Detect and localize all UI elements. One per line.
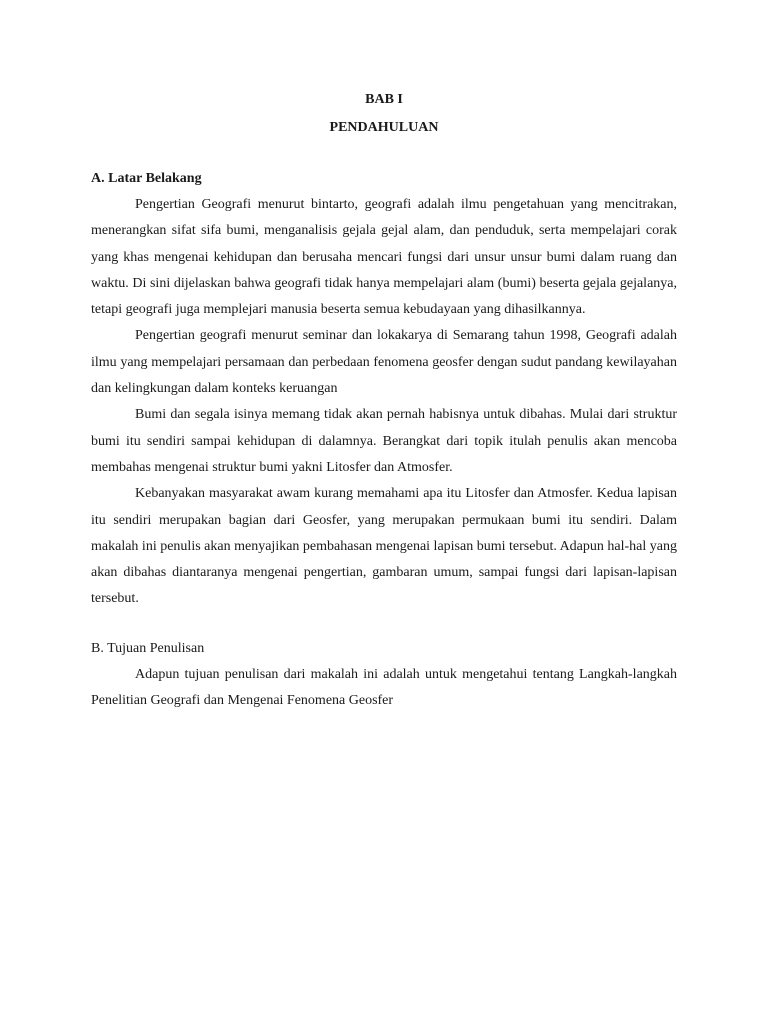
document-page xyxy=(91,90,677,714)
section-tujuan-penulisan xyxy=(91,639,677,715)
chapter-number: BAB I xyxy=(365,92,403,107)
paragraph: Pengertian Geografi menurut bintarto, geografi adalah ilmu pengetahuan yang mencitrakan, menerangkan sifat sifa bumi, menganalisis gejala gejal alam, dan penduduk, serta mempelajari corak yang khas mengenai kehidupan dan berusaha mencari fungsi dari unsur unsur bumi dalam ruang dan waktu. Di sini dijelaskan bahwa geografi tidak hanya mempelajari alam (bumi) beserta gejala gejalanya, tetapi geografi juga memplejari manusia beserta semua kebudayaan yang dihasilkannya. xyxy=(91,197,677,318)
paragraph: Bumi dan segala isinya memang tidak akan pernah habisnya untuk dibahas. Mulai dari struktur bumi itu sendiri sampai kehidupan di dalamnya. Berangkat dari topik itulah penulis akan mencoba membahas mengenai struktur bumi yakni Litosfer dan Atmosfer. xyxy=(91,407,677,475)
section-heading: B. Tujuan Penulisan xyxy=(91,640,205,656)
paragraph: Kebanyakan masyarakat awam kurang memahami apa itu Litosfer dan Atmosfer. Kedua lapisan itu sendiri merupakan bagian dari Geosfer, yang merupakan permukaan bumi itu sendiri. Dalam makalah ini penulis akan menyajikan pembahasan mengenai lapisan bumi tersebut. Adapun hal-hal yang akan dibahas diantaranya mengenai pengertian, gambaran umum, sampai fungsi dari lapisan-lapisan tersebut. xyxy=(91,486,677,607)
paragraph: Adapun tujuan penulisan dari makalah ini adalah untuk mengetahui tentang Langkah-langkah Penelitian Geografi dan Mengenai Fenomena Geosfer xyxy=(91,666,677,709)
section-latar-belakang xyxy=(91,169,677,613)
paragraph: Pengertian geografi menurut seminar dan lokakarya di Semarang tahun 1998, Geografi adalah ilmu yang mempelajari persamaan dan perbedaan fenomena geosfer dengan sudut pandang kewilayahan dan kelingkungan dalam konteks keruangan xyxy=(91,328,677,397)
chapter-title: PENDAHULUAN xyxy=(329,120,439,135)
section-heading: A. Latar Belakang xyxy=(91,171,202,186)
